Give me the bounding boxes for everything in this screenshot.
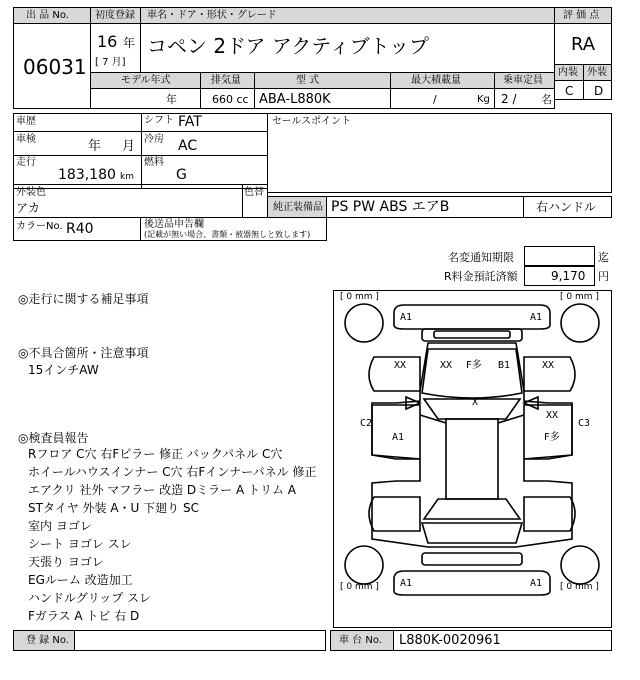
first-reg-label-cell — [90, 7, 141, 24]
defect-item: 15インチAW — [28, 363, 99, 377]
interior-label: 内装 — [558, 67, 578, 78]
car-name-label-cell — [140, 7, 555, 24]
chassis-cell — [393, 630, 612, 651]
car-outline-drawing — [334, 291, 611, 627]
damage-mark: A1 — [392, 432, 405, 443]
inspector-line: STタイヤ 外装 A・U 下廻り SC — [28, 501, 199, 515]
after-market-label: 後送品申告欄 — [144, 219, 204, 230]
color-no-cell — [13, 217, 141, 241]
chassis-label-cell — [330, 630, 394, 651]
damage-mark: C2 — [360, 418, 373, 429]
inspector-line: ハンドルグリップ スレ — [28, 591, 152, 605]
inspector-line: エアクリ 社外 マフラー 改造 Dミラー A トリム A — [28, 483, 297, 497]
inspector-line: Rフロア C穴 右Fピラー 修正 バックパネル C穴 — [28, 447, 283, 461]
grade-label-cell — [554, 7, 612, 24]
inspection-year: 年 — [88, 139, 102, 154]
handle-cell — [523, 196, 612, 218]
inspection-month: 月 — [122, 139, 136, 154]
tire-front-right — [561, 304, 599, 342]
model-year-label: モデル年式 — [121, 75, 171, 86]
inspector-line: EGルーム 改造加工 — [28, 573, 133, 587]
chassis-no: L880K-0020961 — [399, 633, 501, 648]
lot-number: 06031 — [23, 55, 87, 79]
first-reg-year-unit: 年 — [123, 36, 136, 50]
model-year-unit: 年 — [166, 93, 177, 106]
front-bumper — [394, 305, 550, 329]
damage-mark: F多 — [466, 360, 482, 371]
grade-cell — [554, 23, 612, 65]
car-name: コペン 2ドア アクティブトップ — [147, 34, 430, 58]
tire-depth-rear-left: [ 0 mm ] — [340, 582, 379, 592]
spec-value-row — [90, 88, 555, 109]
interior-label-cell — [554, 64, 584, 81]
ac-value: AC — [178, 138, 198, 154]
equipment-label: 純正装備品 — [273, 202, 323, 213]
color-no-value: R40 — [66, 221, 94, 237]
color-cell — [13, 184, 243, 218]
inspector-line: 天張り ヨゴレ — [28, 555, 104, 569]
inspector-line: 室内 ヨゴレ — [28, 519, 92, 533]
recycle-box — [524, 266, 595, 286]
displacement-label: 排気量 — [211, 75, 241, 86]
reg-no-label: 登 録 No. — [26, 635, 69, 646]
color-no-label: カラーNo. — [16, 221, 63, 232]
details-divider — [141, 155, 268, 156]
max-load-value: / — [433, 93, 437, 106]
damage-mark: F多 — [544, 432, 560, 443]
right-rear-fender — [524, 497, 575, 531]
mileage-value: 183,180 — [58, 167, 116, 183]
recolor-label: 色替 — [244, 187, 264, 198]
exterior-label: 外装 — [587, 67, 607, 78]
inspector-line: ホイールハウスインナー C穴 右Fインナーパネル 修正 — [28, 465, 317, 479]
recycle-value: 9,170 — [551, 269, 586, 283]
inspector-line: Fガラス A トビ 右 D — [28, 609, 140, 623]
capacity-value: 2 / — [501, 92, 517, 106]
rear-bumper — [394, 571, 550, 595]
damage-mark: C3 — [578, 418, 591, 429]
fuel-label: 燃料 — [144, 157, 164, 168]
first-reg-value-cell — [90, 23, 141, 73]
details-divider — [13, 155, 143, 156]
hood — [422, 349, 522, 398]
reg-no-cell — [74, 630, 326, 651]
sales-point-box — [267, 113, 612, 193]
exterior-score-cell — [583, 80, 612, 100]
driving-notes-title: ◎走行に関する補足事項 — [18, 292, 149, 306]
damage-mark: XX — [440, 360, 453, 371]
damage-mark: A1 — [400, 578, 413, 589]
tire-depth-front-right: [ 0 mm ] — [560, 292, 599, 302]
mirror-left — [406, 397, 420, 409]
tire-depth-front-left: [ 0 mm ] — [340, 292, 379, 302]
defects-title: ◎不具合箇所・注意事項 — [18, 346, 149, 360]
spec-label-row — [90, 72, 555, 89]
recycle-label: R料金預託済額 — [444, 270, 518, 283]
rear-window — [424, 499, 520, 519]
equipment-label-cell — [267, 196, 327, 218]
tire-depth-rear-right: [ 0 mm ] — [560, 582, 599, 592]
lot-label: 出 品 No. — [26, 10, 69, 21]
shift-label: シフト — [144, 115, 174, 126]
damage-mark: B1 — [498, 360, 511, 371]
max-load-label: 最大積載量 — [411, 75, 461, 86]
tire-rear-left — [345, 546, 383, 584]
car-name-label: 車名・ドア・形状・グレード — [147, 10, 277, 21]
details-divider — [13, 131, 143, 132]
car-damage-diagram — [333, 290, 612, 628]
after-market-note: (記載が無い場合、書類・被器無しと致します) — [144, 230, 311, 239]
color-value: アカ — [16, 201, 40, 215]
exterior-label-cell — [583, 64, 612, 81]
type-value: ABA-L880K — [259, 92, 331, 107]
mirror-right — [524, 397, 538, 409]
grade-value: RA — [571, 34, 596, 55]
mileage-label: 走行 — [16, 157, 36, 168]
tire-rear-right — [561, 546, 599, 584]
tire-front-left — [345, 304, 383, 342]
first-reg-year: 16 — [97, 32, 118, 51]
lot-label-cell — [13, 7, 91, 24]
displacement-value: 660 cc — [212, 93, 249, 106]
car-name-cell — [140, 23, 555, 73]
damage-mark: A1 — [530, 578, 543, 589]
sales-point-label: セールスポイント — [272, 116, 352, 127]
trunk — [422, 523, 522, 543]
lot-number-cell — [13, 23, 91, 109]
damage-mark: X — [472, 397, 479, 408]
capacity-label: 乗車定員 — [503, 75, 543, 86]
shift-value: FAT — [178, 114, 202, 130]
details-divider — [141, 131, 268, 132]
chassis-label: 車 台 No. — [339, 635, 382, 646]
name-change-unit: 迄 — [598, 251, 609, 264]
front-grille-inner — [434, 331, 510, 338]
ac-label: 冷房 — [144, 134, 164, 145]
name-change-label: 名変通知期限 — [448, 251, 514, 264]
damage-mark: A1 — [530, 312, 543, 323]
grade-label: 評 価 点 — [563, 10, 600, 21]
rear-grille — [422, 553, 522, 565]
color-label: 外装色 — [16, 187, 46, 198]
equipment-value: PS PW ABS エアB — [331, 199, 450, 215]
exterior-score: D — [594, 84, 604, 98]
name-change-box — [524, 246, 595, 266]
recycle-unit: 円 — [598, 270, 609, 283]
damage-mark: XX — [542, 360, 555, 371]
first-reg-month: [ 7 月] — [95, 57, 126, 68]
inspection-label: 車検 — [16, 134, 36, 145]
inspector-title: ◎検査員報告 — [18, 431, 89, 445]
reg-no-label-cell — [13, 630, 75, 651]
handle-value: 右ハンドル — [536, 200, 597, 214]
damage-mark: XX — [394, 360, 407, 371]
interior-score: C — [565, 84, 574, 98]
fuel-value: G — [176, 167, 187, 183]
after-market-cell — [140, 217, 327, 241]
inspector-line: シート ヨゴレ スレ — [28, 537, 132, 551]
left-rear-fender — [369, 497, 420, 531]
mileage-unit: km — [120, 172, 134, 182]
damage-mark: XX — [546, 410, 559, 421]
equipment-cell — [326, 196, 524, 218]
recolor-cell — [242, 184, 268, 218]
history-label: 車歴 — [16, 116, 36, 127]
roof — [446, 419, 498, 499]
first-reg-label: 初度登録 — [95, 10, 135, 21]
max-load-unit: Kg — [477, 94, 490, 105]
body-outline — [372, 343, 572, 547]
details-divider — [141, 113, 142, 189]
type-label: 型 式 — [296, 75, 320, 86]
damage-mark: A1 — [400, 312, 413, 323]
interior-score-cell — [554, 80, 584, 100]
capacity-unit: 名 — [541, 93, 552, 106]
